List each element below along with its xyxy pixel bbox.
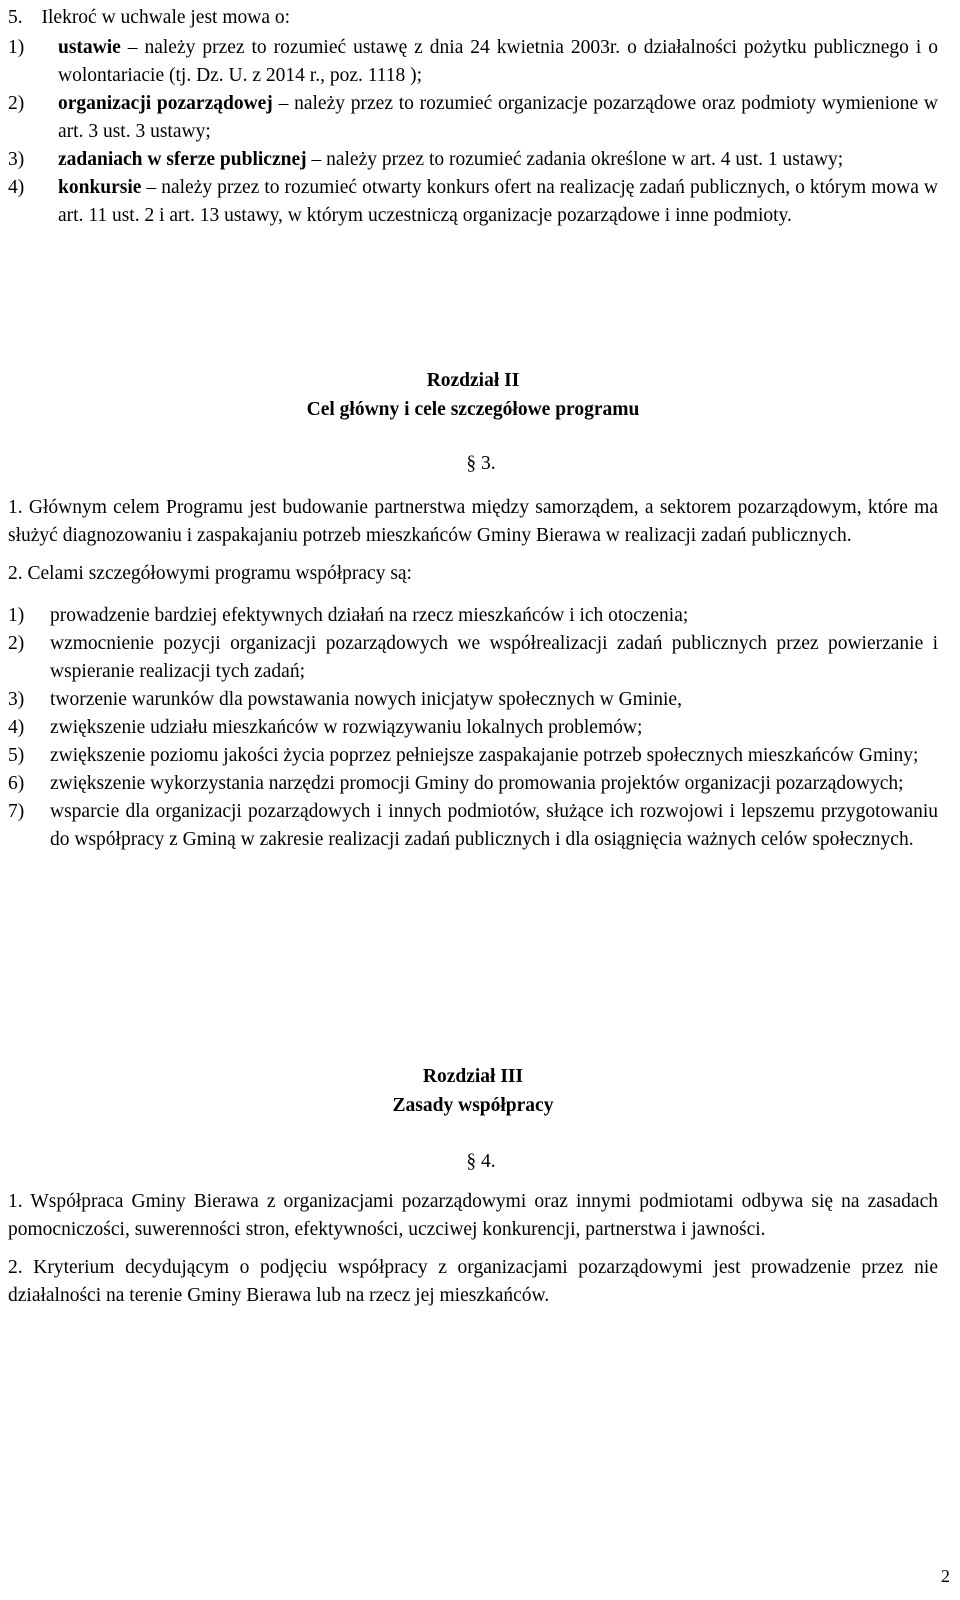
definition-item	[8, 90, 938, 146]
objective-item	[8, 686, 938, 714]
objective-number: 4)	[8, 717, 25, 738]
chapter-2-body	[8, 494, 938, 854]
definition-text: – należy przez to rozumieć zadania określone w art. 4 ust. 1 ustawy;	[306, 149, 844, 170]
definition-number: 1)	[8, 37, 25, 58]
objective-text: wzmocnienie pozycji organizacji pozarządowych we współrealizacji zadań publicznych przez powierzanie i wspieranie realizacji tych zadań;	[50, 633, 938, 682]
definition-text: – należy przez to rozumieć otwarty konkurs ofert na realizację zadań publicznych, o którym mowa w art. 11 ust. 2 i art. 13 ustawy, w którym uczestniczą organizacje pozarządowe i inne podmioty.	[58, 177, 938, 226]
chapter-2-heading	[8, 366, 938, 424]
objective-number: 6)	[8, 773, 25, 794]
definition-term: konkursie	[58, 177, 142, 198]
objective-item	[8, 630, 938, 686]
definitions-list	[8, 34, 938, 230]
chapter-3-heading	[8, 1062, 938, 1120]
objective-number: 2)	[8, 633, 25, 654]
objective-text: zwiększenie wykorzystania narzędzi promocji Gminy do promowania projektów organizacji pozarządowych;	[50, 773, 904, 794]
objective-text: zwiększenie udziału mieszkańców w rozwiązywaniu lokalnych problemów;	[50, 717, 643, 738]
paragraph-3-marker: § 3.	[466, 453, 496, 474]
definition-number: 2)	[8, 93, 25, 114]
objective-text: zwiększenie poziomu jakości życia poprzez pełniejsze zaspakajanie potrzeb społecznych mieszkańców Gminy;	[50, 745, 919, 766]
definition-text: – należy przez to rozumieć organizacje pozarządowe oraz podmioty wymienione w art. 3 ust. 3 ustawy;	[58, 93, 938, 142]
objective-text: wsparcie dla organizacji pozarządowych i innych podmiotów, służące ich rozwojowi i lepszemu przygotowaniu do współpracy z Gminą w zakresie realizacji zadań publicznych i dla osiągnięcia ważnych celów społecznych.	[50, 801, 938, 850]
definitions-heading-number: 5.	[8, 7, 23, 28]
definition-number: 4)	[8, 177, 25, 198]
chapter-3-subtitle: Zasady współpracy	[392, 1095, 554, 1116]
chapter-2-point-1: 1. Głównym celem Programu jest budowanie partnerstwa między samorządem, a sektorem pozarządowym, które ma służyć diagnozowaniu i zaspakajaniu potrzeb mieszkańców Gminy Bierawa w realizacji zadań publicznych.	[8, 497, 938, 546]
definition-text: – należy przez to rozumieć ustawę z dnia 24 kwietnia 2003r. o działalności pożytku publicznego i o wolontariacie (tj. Dz. U. z 2014 r., poz. 1118 );	[58, 37, 938, 86]
objective-number: 7)	[8, 801, 25, 822]
objective-item	[8, 742, 938, 770]
chapter-3-title: Rozdział III	[422, 1066, 524, 1087]
objective-item	[8, 770, 938, 798]
objective-number: 1)	[8, 605, 25, 626]
objectives-list	[8, 602, 938, 854]
definition-item	[8, 34, 938, 90]
definition-term: ustawie	[58, 37, 121, 58]
definition-item	[8, 174, 938, 230]
objective-item	[8, 602, 938, 630]
definition-term: organizacji pozarządowej	[58, 93, 273, 114]
definition-item	[8, 146, 938, 174]
page-number: 2	[941, 1566, 950, 1586]
definitions-heading-text: Ilekroć w uchwale jest mowa o:	[41, 7, 291, 28]
definition-number: 3)	[8, 149, 25, 170]
chapter-3-body	[8, 1188, 938, 1310]
objective-item	[8, 798, 938, 854]
chapter-3-point-1: 1. Współpraca Gminy Bierawa z organizacjami pozarządowymi oraz innymi podmiotami odbywa się na zasadach pomocniczości, suwerenności stron, efektywności, uczciwej konkurencji, partnerstwa i jawności.	[8, 1191, 938, 1240]
chapter-2-subtitle: Cel główny i cele szczegółowe programu	[306, 399, 640, 420]
objective-item	[8, 714, 938, 742]
chapter-2-point-2: 2. Celami szczegółowymi programu współpracy są:	[8, 563, 412, 584]
paragraph-4-marker: § 4.	[466, 1151, 496, 1172]
definitions-heading	[8, 4, 938, 32]
definitions-section	[8, 4, 938, 230]
objective-text: tworzenie warunków dla powstawania nowych inicjatyw społecznych w Gminie,	[50, 689, 682, 710]
definition-term: zadaniach w sferze publicznej	[58, 149, 307, 170]
chapter-3-point-2: 2. Kryterium decydującym o podjęciu współpracy z organizacjami pozarządowymi jest prowadzenie przez nie działalności na terenie Gminy Bierawa lub na rzecz jej mieszkańców.	[8, 1257, 938, 1306]
objective-number: 5)	[8, 745, 25, 766]
chapter-2-title: Rozdział II	[426, 370, 520, 391]
objective-text: prowadzenie bardziej efektywnych działań na rzecz mieszkańców i ich otoczenia;	[50, 605, 689, 626]
objective-number: 3)	[8, 689, 25, 710]
